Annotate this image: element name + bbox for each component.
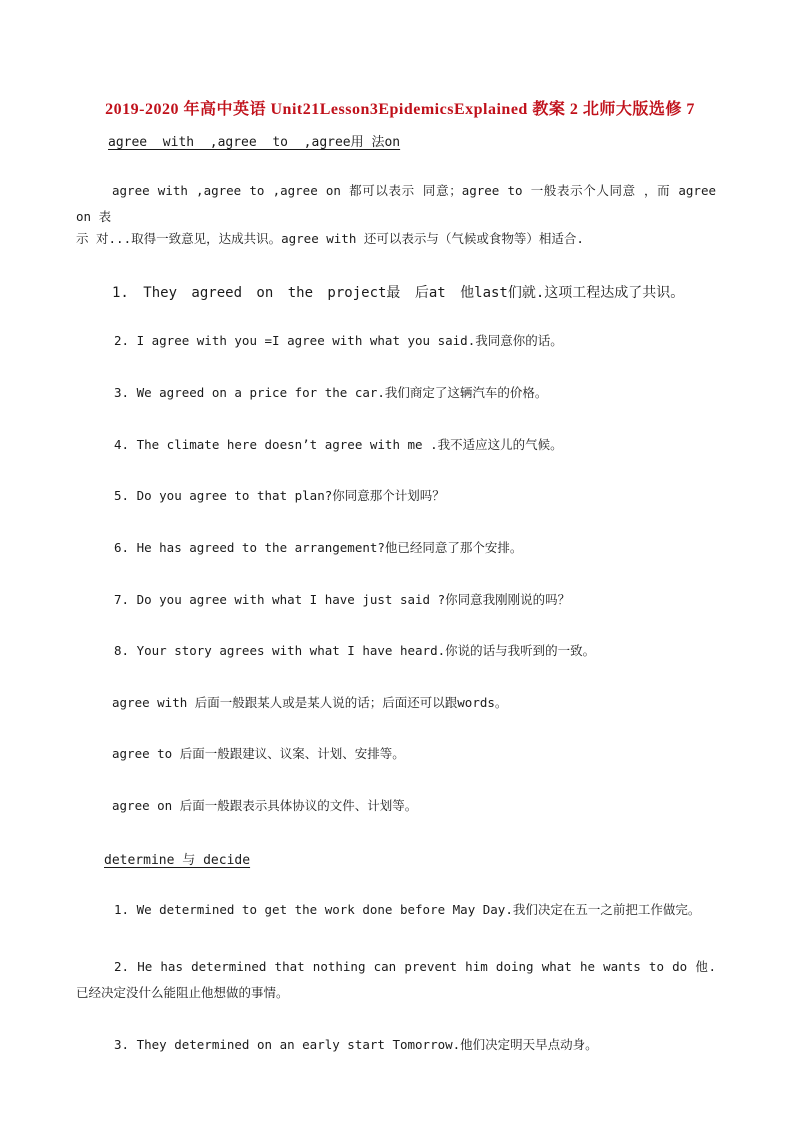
example-agree-7: 7. Do you agree with what I have just said ?你同意我刚刚说的吗？: [114, 592, 571, 607]
note-agree-to: agree to 后面一般跟建议、议案、计划、安排等。: [112, 746, 405, 761]
intro-line-1: agree with ,agree to ,agree on 都可以表示 同意；agree to 一般表示个人同意 ，而 agree on 表: [76, 183, 716, 224]
example-agree-6: 6. He has agreed to the arrangement?他已经同意了那个安排。: [114, 540, 523, 555]
example-agree-2: 2. I agree with you =I agree with what you said.我同意你的话。: [114, 333, 563, 348]
intro-line-2: 示 对...取得一致意见，达成共识。agree with 还可以表示与（气候或食物等）相适合.: [76, 231, 584, 246]
example-determine-3: 3. They determined on an early start Tomorrow.他们决定明天早点动身。: [114, 1037, 598, 1052]
section-heading-determine: determine 与 decide: [104, 853, 251, 868]
example-agree-3: 3. We agreed on a price for the car.我们商定了这辆汽车的价格。: [114, 385, 548, 400]
example-agree-4: 4. The climate here doesn’t agree with me .我不适应这儿的气候。: [114, 437, 563, 452]
document-title: 2019-2020 年高中英语 Unit21Lesson3EpidemicsExplained 教案 2 北师大版选修 7: [105, 101, 695, 118]
example-agree-8: 8. Your story agrees with what I have heard.你说的话与我听到的一致。: [114, 643, 596, 658]
example-agree-5: 5. Do you agree to that plan?你同意那个计划吗？: [114, 488, 445, 503]
section-heading-agree: agree with ,agree to ,agree用 法on: [108, 135, 401, 150]
example-agree-1: 1. They agreed on the project最 后at 他last们就.这项工程达成了共识。: [112, 285, 685, 301]
example-determine-2: 2. He has determined that nothing can prevent him doing what he wants to do 他.已经决定没什么能阻止他想做的事情。: [76, 959, 716, 1000]
intro-paragraph: [76, 178, 716, 230]
note-agree-with: agree with 后面一般跟某人或是某人说的话；后面还可以跟words。: [112, 695, 508, 710]
note-agree-on: agree on 后面一般跟表示具体协议的文件、计划等。: [112, 798, 418, 813]
example-determine-1: 1. We determined to get the work done before May Day.我们决定在五一之前把工作做完。: [114, 902, 701, 917]
